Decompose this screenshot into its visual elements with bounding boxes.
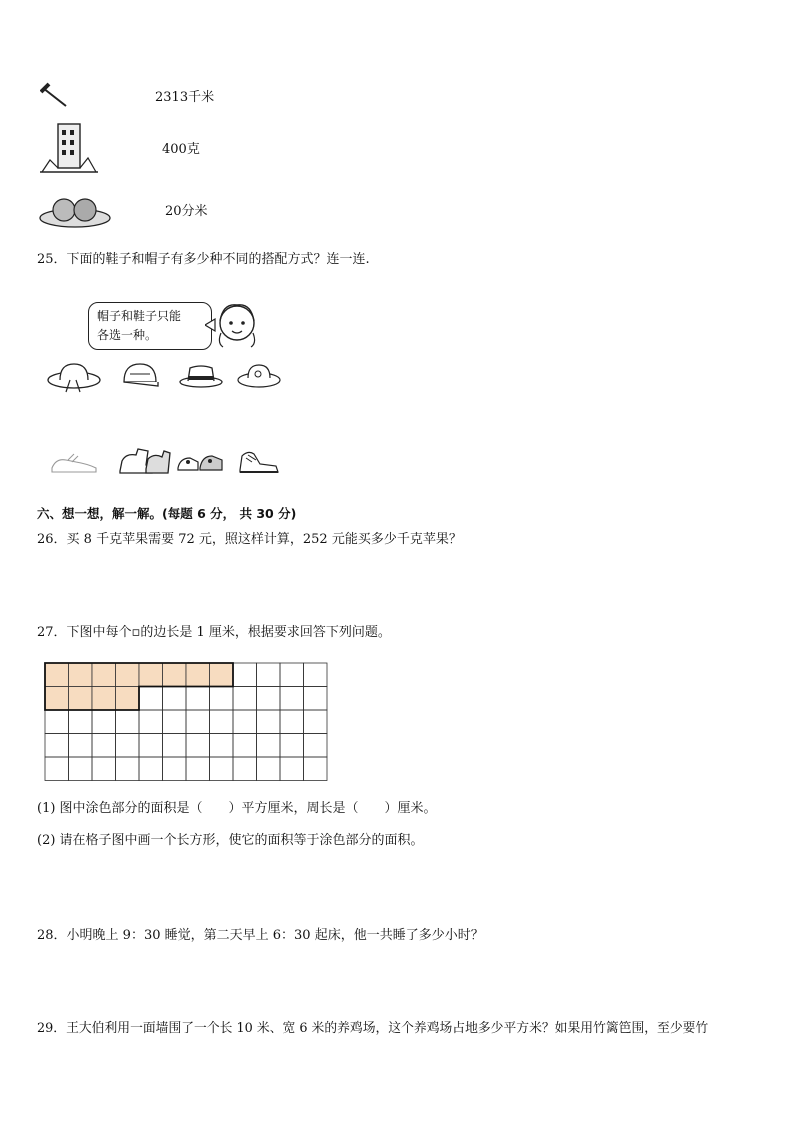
grid-cell	[210, 757, 234, 781]
grid-cell	[304, 734, 328, 758]
sports-shoes-icon	[236, 446, 280, 476]
grid-cell-shaded	[116, 687, 140, 711]
question-25: 25．下面的鞋子和帽子有多少种不同的搭配方式？连一连.	[37, 252, 370, 267]
measure-value-1: 2313千米	[155, 90, 215, 105]
grid-cell	[139, 757, 163, 781]
grid-cell	[280, 757, 304, 781]
question-29: 29．王大伯利用一面墙围了一个长 10 米、宽 6 米的养鸡场，这个养鸡场占地多少平方米？如果用竹篱笆围，至少要竹	[37, 1021, 709, 1036]
measure-value-2: 400克	[162, 142, 200, 157]
grid-cell	[233, 663, 257, 687]
grid-cell-shaded	[45, 663, 69, 687]
grid-cell	[257, 757, 281, 781]
grid-cell-shaded	[69, 687, 93, 711]
grid-cell	[233, 757, 257, 781]
grid-cell-shaded	[116, 663, 140, 687]
grid-cell	[210, 687, 234, 711]
grid-cell	[280, 687, 304, 711]
boots-icon	[116, 445, 172, 477]
question-27-part-2: (2) 请在格子图中画一个长方形，使它的面积等于涂色部分的面积。	[37, 833, 424, 848]
grid-cell-shaded	[163, 663, 187, 687]
grid-cell	[233, 687, 257, 711]
grid-cell	[280, 734, 304, 758]
grid-cell	[116, 734, 140, 758]
grid-cell	[139, 687, 163, 711]
grid-cell-shaded	[92, 687, 116, 711]
grid-cell-shaded	[45, 687, 69, 711]
question-28: 28．小明晚上 9：30 睡觉，第二天早上 6：30 起床，他一共睡了多少小时？	[37, 928, 484, 943]
grid-cell	[69, 710, 93, 734]
grid-cell	[69, 734, 93, 758]
grid-cell	[116, 757, 140, 781]
grid-cell	[257, 710, 281, 734]
grid-cell	[233, 710, 257, 734]
grid-cell	[139, 734, 163, 758]
section-6-heading: 六、想一想，解一解。(每题 6 分， 共 30 分)	[37, 506, 297, 521]
grid-cell-shaded	[139, 663, 163, 687]
grid-cell	[45, 734, 69, 758]
speech-bubble	[88, 302, 212, 350]
fedora-icon	[178, 362, 224, 390]
nail-icon	[40, 82, 70, 110]
grid-cell	[92, 710, 116, 734]
grid-cell	[257, 734, 281, 758]
question-26: 26．买 8 千克苹果需要 72 元，照这样计算，252 元能买多少千克苹果？	[37, 532, 462, 547]
grid-cell	[280, 710, 304, 734]
fruit-plate-icon	[38, 192, 112, 228]
hat-icon	[46, 360, 102, 394]
square-grid	[44, 662, 332, 784]
cap-icon	[118, 360, 162, 392]
grid-cell	[304, 710, 328, 734]
grid-cell	[186, 734, 210, 758]
grid-cell	[163, 687, 187, 711]
grid-cell	[69, 757, 93, 781]
grid-cell	[304, 663, 328, 687]
question-27: 27．下图中每个▫的边长是 1 厘米，根据要求回答下列问题。	[37, 625, 391, 640]
grid-cell	[139, 710, 163, 734]
grid-cell	[92, 734, 116, 758]
grid-cell	[210, 710, 234, 734]
grid-cell	[280, 663, 304, 687]
grid-cell	[186, 687, 210, 711]
speech-line-2: 各选一种。	[97, 328, 158, 342]
grid-cell	[304, 687, 328, 711]
question-27-part-1: (1) 图中涂色部分的面积是（ ）平方厘米，周长是（ ）厘米。	[37, 801, 437, 816]
grid-cell-shaded	[210, 663, 234, 687]
grid-cell	[233, 734, 257, 758]
grid-cell	[163, 710, 187, 734]
speech-line-1: 帽子和鞋子只能	[97, 309, 182, 323]
grid-cell	[45, 710, 69, 734]
grid-cell-shaded	[69, 663, 93, 687]
grid-cell	[163, 757, 187, 781]
grid-cell-shaded	[92, 663, 116, 687]
grid-cell	[304, 757, 328, 781]
grid-cell	[186, 710, 210, 734]
grid-cell	[257, 687, 281, 711]
grid-cell	[45, 757, 69, 781]
grid-cell	[92, 757, 116, 781]
grid-cell	[210, 734, 234, 758]
baby-shoes-icon	[176, 448, 224, 476]
sneaker-white-icon	[48, 450, 102, 476]
grid-cell	[163, 734, 187, 758]
grid-cell	[116, 710, 140, 734]
grid-cell-shaded	[186, 663, 210, 687]
grid-cell	[186, 757, 210, 781]
measure-value-3: 20分米	[165, 204, 208, 219]
girl-icon	[205, 295, 265, 353]
grid-cell	[257, 663, 281, 687]
sun-hat-icon	[236, 360, 282, 390]
building-icon	[40, 120, 98, 176]
